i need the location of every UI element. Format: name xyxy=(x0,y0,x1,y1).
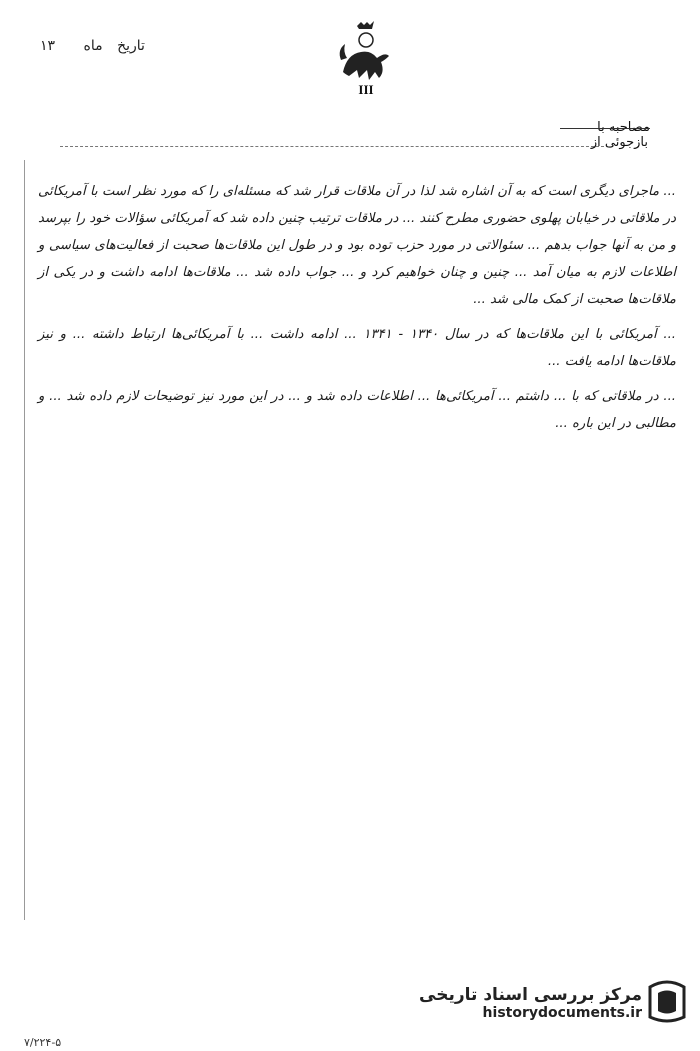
interview-label: مصاحبه با xyxy=(597,120,650,135)
interview-rule xyxy=(560,128,650,129)
margin-line xyxy=(24,160,25,920)
watermark-persian: مرکز بررسی اسناد تاریخی xyxy=(419,985,642,1005)
paragraph: ... آمریکائی با این ملاقات‌ها که در سال ۱۳۴۰ - ۱۳۴۱ ... ادامه داشت ... با آمریکائی‌ها ارتباط داشته ... و نیز ملاقات‌ها ادامه یافت ... xyxy=(38,327,676,369)
paragraph: ... ماجرای دیگری است که به آن اشاره شد لذا در آن ملاقات قرار شد که مسئله‌ای را که مورد نظر است با آمریکائی در ملاقاتی در خیابان پهلوی حضوری مطرح کنند ... در ملاقات ترتیب چنین داده شد که آمریکائی سؤالات خود را بپرسد و من به آنها جواب بدهم ... سئوالاتی در مورد حزب توده بود و در طول این ملاقات‌ها صحبت از فعالیت‌های سیاسی و اطلاعات لازم به میان آمد ... چنین و چنان خواهیم کرد و ... جواب داده شد ... ملاقات‌ها ادامه داشت و در یکی از ملاقات‌ها صحبت از کمک مالی شد ... xyxy=(38,184,676,307)
archive-watermark xyxy=(419,985,642,1021)
svg-text:III: III xyxy=(358,82,374,97)
paragraph: ... در ملاقاتی که با ... داشتم ... آمریکائی‌ها ... اطلاعات داده شد و ... در این مورد نیز توضیحات لازم داده شد ... و مطالبی در این باره ... xyxy=(38,389,676,431)
handwritten-text xyxy=(38,178,676,439)
date-field xyxy=(40,38,145,54)
month-label: ماه xyxy=(83,38,103,54)
lion-and-sun-emblem-icon xyxy=(335,20,397,98)
document-number: ۷/۲۲۴-۵ xyxy=(24,1036,62,1049)
watermark-url: historydocuments.ir xyxy=(482,1005,642,1021)
archive-logo-icon xyxy=(646,977,688,1029)
interrogation-label: بازجوئی از xyxy=(590,135,648,150)
year-value: ۱۳ xyxy=(40,38,56,54)
interrogation-rule xyxy=(60,146,604,147)
date-label: تاریخ xyxy=(117,38,145,54)
